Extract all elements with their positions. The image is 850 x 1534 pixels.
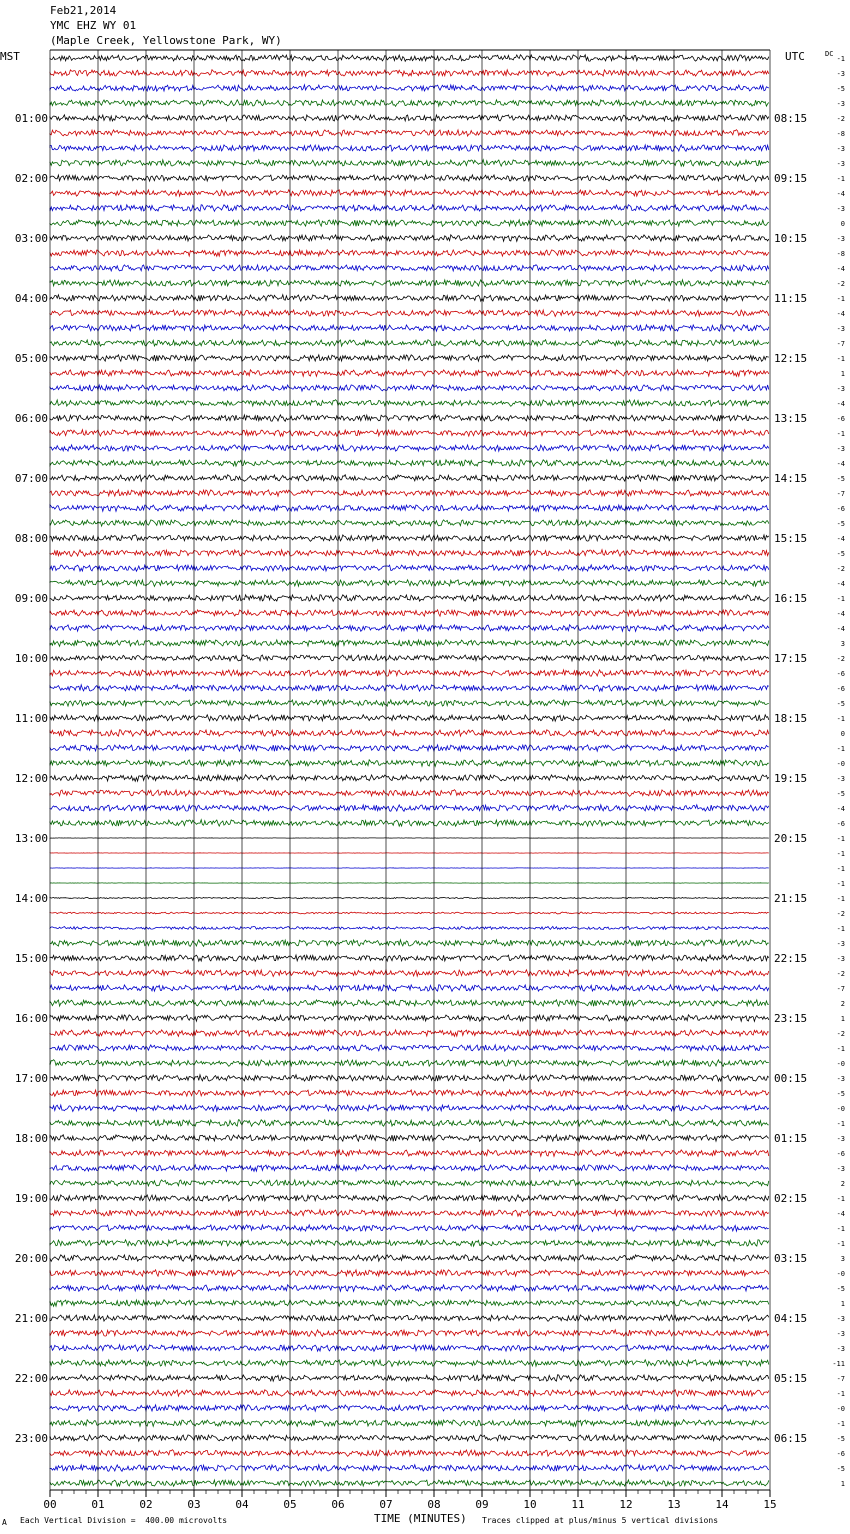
footer-mark: A [2,1518,7,1527]
right-hour-label: 02:15 [774,1192,808,1205]
left-hour-label: 05:00 [14,352,48,365]
trace-row-12 [50,235,769,242]
x-tick-label-0: 00 [43,1498,57,1511]
dc-offset-label: -3 [836,325,845,333]
trace-row-47 [50,760,769,767]
right-hour-label: 00:15 [774,1072,808,1085]
trace-row-64 [50,1015,769,1022]
dc-offset-label: -1 [836,895,845,903]
dc-offset-label: -6 [836,505,845,513]
trace-row-57 [50,912,769,914]
trace-row-23 [50,400,769,407]
trace-row-3 [50,100,769,107]
left-hour-label: 02:00 [14,172,48,185]
vertical-scale-note: Each Vertical Division = 400.00 microvolts [20,1516,228,1525]
dc-offset-label: -6 [836,415,845,423]
dc-offset-label: -3 [836,70,845,78]
dc-offset-label: -0 [836,1105,845,1113]
trace-row-66 [50,1045,769,1051]
right-hour-label: 20:15 [774,832,808,845]
dc-offset-label: -4 [836,610,845,618]
dc-offset-label: -3 [836,1345,845,1353]
trace-row-29 [50,490,769,496]
trace-row-75 [50,1180,769,1187]
seismic-traces [50,55,769,1486]
trace-row-0 [50,55,769,62]
trace-row-92 [50,1435,769,1441]
trace-row-79 [50,1240,769,1246]
trace-row-25 [50,430,769,437]
trace-row-43 [50,700,769,707]
trace-row-33 [50,550,769,557]
left-hour-label: 07:00 [14,472,48,485]
dc-offset-label: -1 [836,835,845,843]
dc-offset-label: -1 [836,850,845,858]
dc-offset-label: -1 [836,1420,845,1428]
dc-offset-label: -4 [836,460,845,468]
dc-offset-label: -5 [836,550,845,558]
left-hour-label: 20:00 [14,1252,48,1265]
dc-offset-label: -11 [832,1360,845,1368]
left-hour-label: 14:00 [14,892,48,905]
dc-offset-label: -3 [836,775,845,783]
right-hour-label: 21:15 [774,892,808,905]
trace-row-68 [50,1075,769,1082]
trace-row-73 [50,1150,769,1157]
dc-offset-label: -7 [836,1375,845,1383]
dc-offset-label: -7 [836,490,845,498]
dc-offset-label: -5 [836,475,845,483]
dc-offset-label: -4 [836,535,845,543]
dc-offset-label: -1 [836,595,845,603]
right-hour-label: 09:15 [774,172,808,185]
trace-row-37 [50,610,769,617]
dc-offset-label: -3 [836,1315,845,1323]
dc-offset-label: -2 [836,280,845,288]
trace-row-58 [50,926,769,929]
dc-offset-label: 1 [840,1015,845,1023]
left-hour-label: 06:00 [14,412,48,425]
trace-row-42 [50,685,769,692]
trace-row-17 [50,310,769,317]
dc-offset-label: -1 [836,1120,845,1128]
dc-offset-label: -1 [836,1240,845,1248]
left-hour-label: 22:00 [14,1372,48,1385]
left-hour-label: 08:00 [14,532,48,545]
trace-row-11 [50,220,769,227]
trace-row-18 [50,325,769,332]
right-hour-label: 12:15 [774,352,808,365]
dc-offset-label: -2 [836,115,845,123]
right-hour-label: 04:15 [774,1312,808,1325]
left-hour-label: 17:00 [14,1072,48,1085]
dc-offset-label: -6 [836,1450,845,1458]
right-hour-label: 18:15 [774,712,808,725]
trace-row-63 [50,1000,769,1007]
dc-offset-label: -3 [836,160,845,168]
dc-offset-label: -3 [836,445,845,453]
dc-offset-label: -2 [836,565,845,573]
right-hour-label: 06:15 [774,1432,808,1445]
left-hour-label: 10:00 [14,652,48,665]
dc-offset-label: -1 [836,295,845,303]
trace-row-24 [50,415,769,422]
trace-row-69 [50,1090,769,1096]
right-hour-label: 03:15 [774,1252,808,1265]
trace-row-78 [50,1225,769,1232]
trace-row-49 [50,790,769,797]
trace-row-94 [50,1465,769,1472]
trace-row-87 [50,1360,769,1367]
trace-row-22 [50,385,769,391]
x-tick-label-15: 15 [763,1498,777,1511]
trace-row-10 [50,205,769,212]
dc-offset-label: 0 [840,220,845,228]
left-hour-label: 03:00 [14,232,48,245]
trace-row-67 [50,1060,769,1067]
dc-offset-label: -7 [836,340,845,348]
dc-offset-label: -8 [836,250,845,258]
right-hour-label: 16:15 [774,592,808,605]
right-hour-label: 01:15 [774,1132,808,1145]
trace-row-30 [50,505,769,512]
x-tick-label-3: 03 [187,1498,201,1511]
dc-offset-label: -3 [836,940,845,948]
dc-offset-label: -1 [836,715,845,723]
dc-offset-label: -6 [836,820,845,828]
x-tick-label-11: 11 [571,1498,585,1511]
dc-offset-label: -1 [836,1195,845,1203]
dc-offset-label: 1 [840,1300,845,1308]
trace-row-89 [50,1390,769,1397]
trace-row-39 [50,640,769,647]
trace-row-9 [50,190,769,196]
trace-row-48 [50,775,769,782]
trace-row-21 [50,370,769,377]
trace-row-83 [50,1300,769,1307]
dc-offset-label: -5 [836,1285,845,1293]
dc-offset-label: -3 [836,385,845,393]
dc-offset-label: -5 [836,1435,845,1443]
trace-row-32 [50,535,769,542]
trace-row-51 [50,820,769,827]
dc-offset-label: -0 [836,760,845,768]
right-hour-label: 15:15 [774,532,808,545]
left-hour-label: 23:00 [14,1432,48,1445]
dc-offset-label: -7 [836,985,845,993]
trace-row-6 [50,145,769,152]
x-tick-label-13: 13 [667,1498,681,1511]
trace-row-20 [50,355,769,362]
trace-row-41 [50,670,769,677]
trace-row-46 [50,745,769,752]
dc-offset-label: -6 [836,670,845,678]
dc-offset-label: 1 [840,1480,845,1488]
trace-row-8 [50,175,769,182]
dc-offset-label: -1 [836,1390,845,1398]
dc-offset-label: -3 [836,1075,845,1083]
trace-row-80 [50,1255,769,1262]
trace-row-84 [50,1315,769,1322]
dc-offset-label: -1 [836,55,845,63]
dc-offset-label: -4 [836,190,845,198]
left-hour-label: 13:00 [14,832,48,845]
trace-row-40 [50,655,769,661]
dc-offset-label: -1 [836,745,845,753]
x-tick-label-14: 14 [715,1498,729,1511]
right-hour-label: 13:15 [774,412,808,425]
dc-offset-label: -6 [836,1150,845,1158]
dc-offset-label: -3 [836,205,845,213]
trace-row-45 [50,730,769,737]
trace-row-5 [50,130,769,136]
trace-row-61 [50,970,769,977]
left-hour-label: 12:00 [14,772,48,785]
trace-row-36 [50,595,769,602]
trace-row-77 [50,1210,769,1217]
dc-offset-label: -2 [836,655,845,663]
station-code: YMC EHZ WY 01 [50,19,137,32]
dc-offset-label: -5 [836,700,845,708]
trace-row-72 [50,1135,769,1142]
dc-offset-label: 2 [840,1180,845,1188]
trace-row-74 [50,1165,769,1172]
dc-offset-label: 0 [840,730,845,738]
trace-row-88 [50,1375,769,1382]
clip-note: Traces clipped at plus/minus 5 vertical divisions [482,1516,719,1525]
dc-offset-label: -5 [836,520,845,528]
dc-offset-label: -4 [836,1210,845,1218]
dc-offset-label: -1 [836,1225,845,1233]
x-tick-label-6: 06 [331,1498,345,1511]
trace-row-14 [50,265,769,272]
trace-row-1 [50,70,769,77]
dc-offset-label: -1 [836,175,845,183]
dc-offset-label: -6 [836,685,845,693]
trace-row-62 [50,985,769,992]
right-hour-label: 23:15 [774,1012,808,1025]
dc-offset-label: -2 [836,910,845,918]
trace-row-15 [50,280,769,287]
trace-row-26 [50,445,769,452]
left-timezone-label: MST [0,50,20,63]
trace-row-90 [50,1405,769,1411]
dc-offset-label: -4 [836,805,845,813]
left-hour-label: 09:00 [14,592,48,605]
left-hour-label: 18:00 [14,1132,48,1145]
trace-row-70 [50,1105,769,1112]
trace-row-50 [50,805,769,812]
plot-date: Feb21,2014 [50,4,117,17]
dc-offset-label: -4 [836,400,845,408]
right-hour-label: 22:15 [774,952,808,965]
trace-row-38 [50,625,769,632]
dc-header-label: DC [825,50,834,58]
dc-offset-label: -3 [836,145,845,153]
x-tick-label-12: 12 [619,1498,633,1511]
trace-row-95 [50,1480,769,1486]
dc-offset-label: -3 [836,955,845,963]
x-tick-label-7: 07 [379,1498,393,1511]
dc-offset-label: -1 [836,430,845,438]
left-hour-label: 21:00 [14,1312,48,1325]
right-timezone-label: UTC [785,50,805,63]
dc-offset-label: -1 [836,925,845,933]
dc-offset-label: -2 [836,970,845,978]
dc-offset-label: -2 [836,1030,845,1038]
dc-offset-label: 2 [840,1000,845,1008]
right-hour-label: 19:15 [774,772,808,785]
x-tick-label-1: 01 [91,1498,105,1511]
trace-row-7 [50,160,769,167]
x-tick-label-10: 10 [523,1498,537,1511]
dc-offset-label: -1 [836,355,845,363]
dc-offset-label: -1 [836,865,845,873]
dc-offset-label: -5 [836,85,845,93]
trace-row-16 [50,295,769,302]
x-tick-label-8: 08 [427,1498,441,1511]
dc-offset-label: 3 [840,640,845,648]
dc-offset-label: 1 [840,370,845,378]
dc-offset-label: -5 [836,790,845,798]
dc-offset-label: -3 [836,235,845,243]
dc-offset-label: -5 [836,1465,845,1473]
trace-row-82 [50,1285,769,1292]
dc-offset-label: -5 [836,1090,845,1098]
dc-offset-label: -0 [836,1270,845,1278]
dc-offset-label: -3 [836,1135,845,1143]
trace-row-65 [50,1030,769,1037]
left-hour-label: 19:00 [14,1192,48,1205]
left-hour-label: 01:00 [14,112,48,125]
x-tick-label-4: 04 [235,1498,249,1511]
trace-row-28 [50,475,769,482]
dc-offset-label: -3 [836,1165,845,1173]
trace-row-27 [50,460,769,467]
trace-row-34 [50,565,769,571]
trace-row-31 [50,520,769,526]
trace-row-85 [50,1330,769,1337]
trace-row-76 [50,1195,769,1202]
trace-row-81 [50,1270,769,1277]
trace-row-35 [50,580,769,587]
right-hour-label: 05:15 [774,1372,808,1385]
dc-offset-label: -3 [836,100,845,108]
dc-offset-label: -4 [836,580,845,588]
dc-offset-label: -0 [836,1405,845,1413]
right-hour-label: 10:15 [774,232,808,245]
left-hour-label: 11:00 [14,712,48,725]
left-hour-label: 04:00 [14,292,48,305]
dc-offset-label: -1 [836,1045,845,1053]
trace-row-13 [50,250,769,257]
trace-row-93 [50,1450,769,1457]
right-hour-label: 08:15 [774,112,808,125]
station-location: (Maple Creek, Yellowstone Park, WY) [50,34,282,47]
trace-row-91 [50,1420,769,1427]
trace-row-19 [50,340,769,347]
trace-row-4 [50,115,769,121]
trace-row-44 [50,715,769,721]
right-hour-label: 11:15 [774,292,808,305]
x-tick-label-9: 09 [475,1498,489,1511]
trace-row-56 [50,897,769,898]
dc-offset-label: -4 [836,310,845,318]
trace-row-71 [50,1120,769,1127]
dc-offset-label: -0 [836,1060,845,1068]
trace-row-59 [50,940,769,947]
trace-row-60 [50,955,769,961]
dc-offset-label: 3 [840,1255,845,1263]
dc-offset-label: -4 [836,625,845,633]
right-hour-label: 17:15 [774,652,808,665]
dc-offset-label: -3 [836,1330,845,1338]
dc-offset-label: -8 [836,130,845,138]
dc-offset-label: -1 [836,880,845,888]
left-hour-label: 16:00 [14,1012,48,1025]
trace-row-86 [50,1345,769,1352]
left-hour-label: 15:00 [14,952,48,965]
dc-offset-label: -4 [836,265,845,273]
x-tick-label-2: 02 [139,1498,153,1511]
trace-row-2 [50,85,769,91]
right-hour-label: 14:15 [774,472,808,485]
x-tick-label-5: 05 [283,1498,297,1511]
x-axis-title: TIME (MINUTES) [374,1512,467,1525]
